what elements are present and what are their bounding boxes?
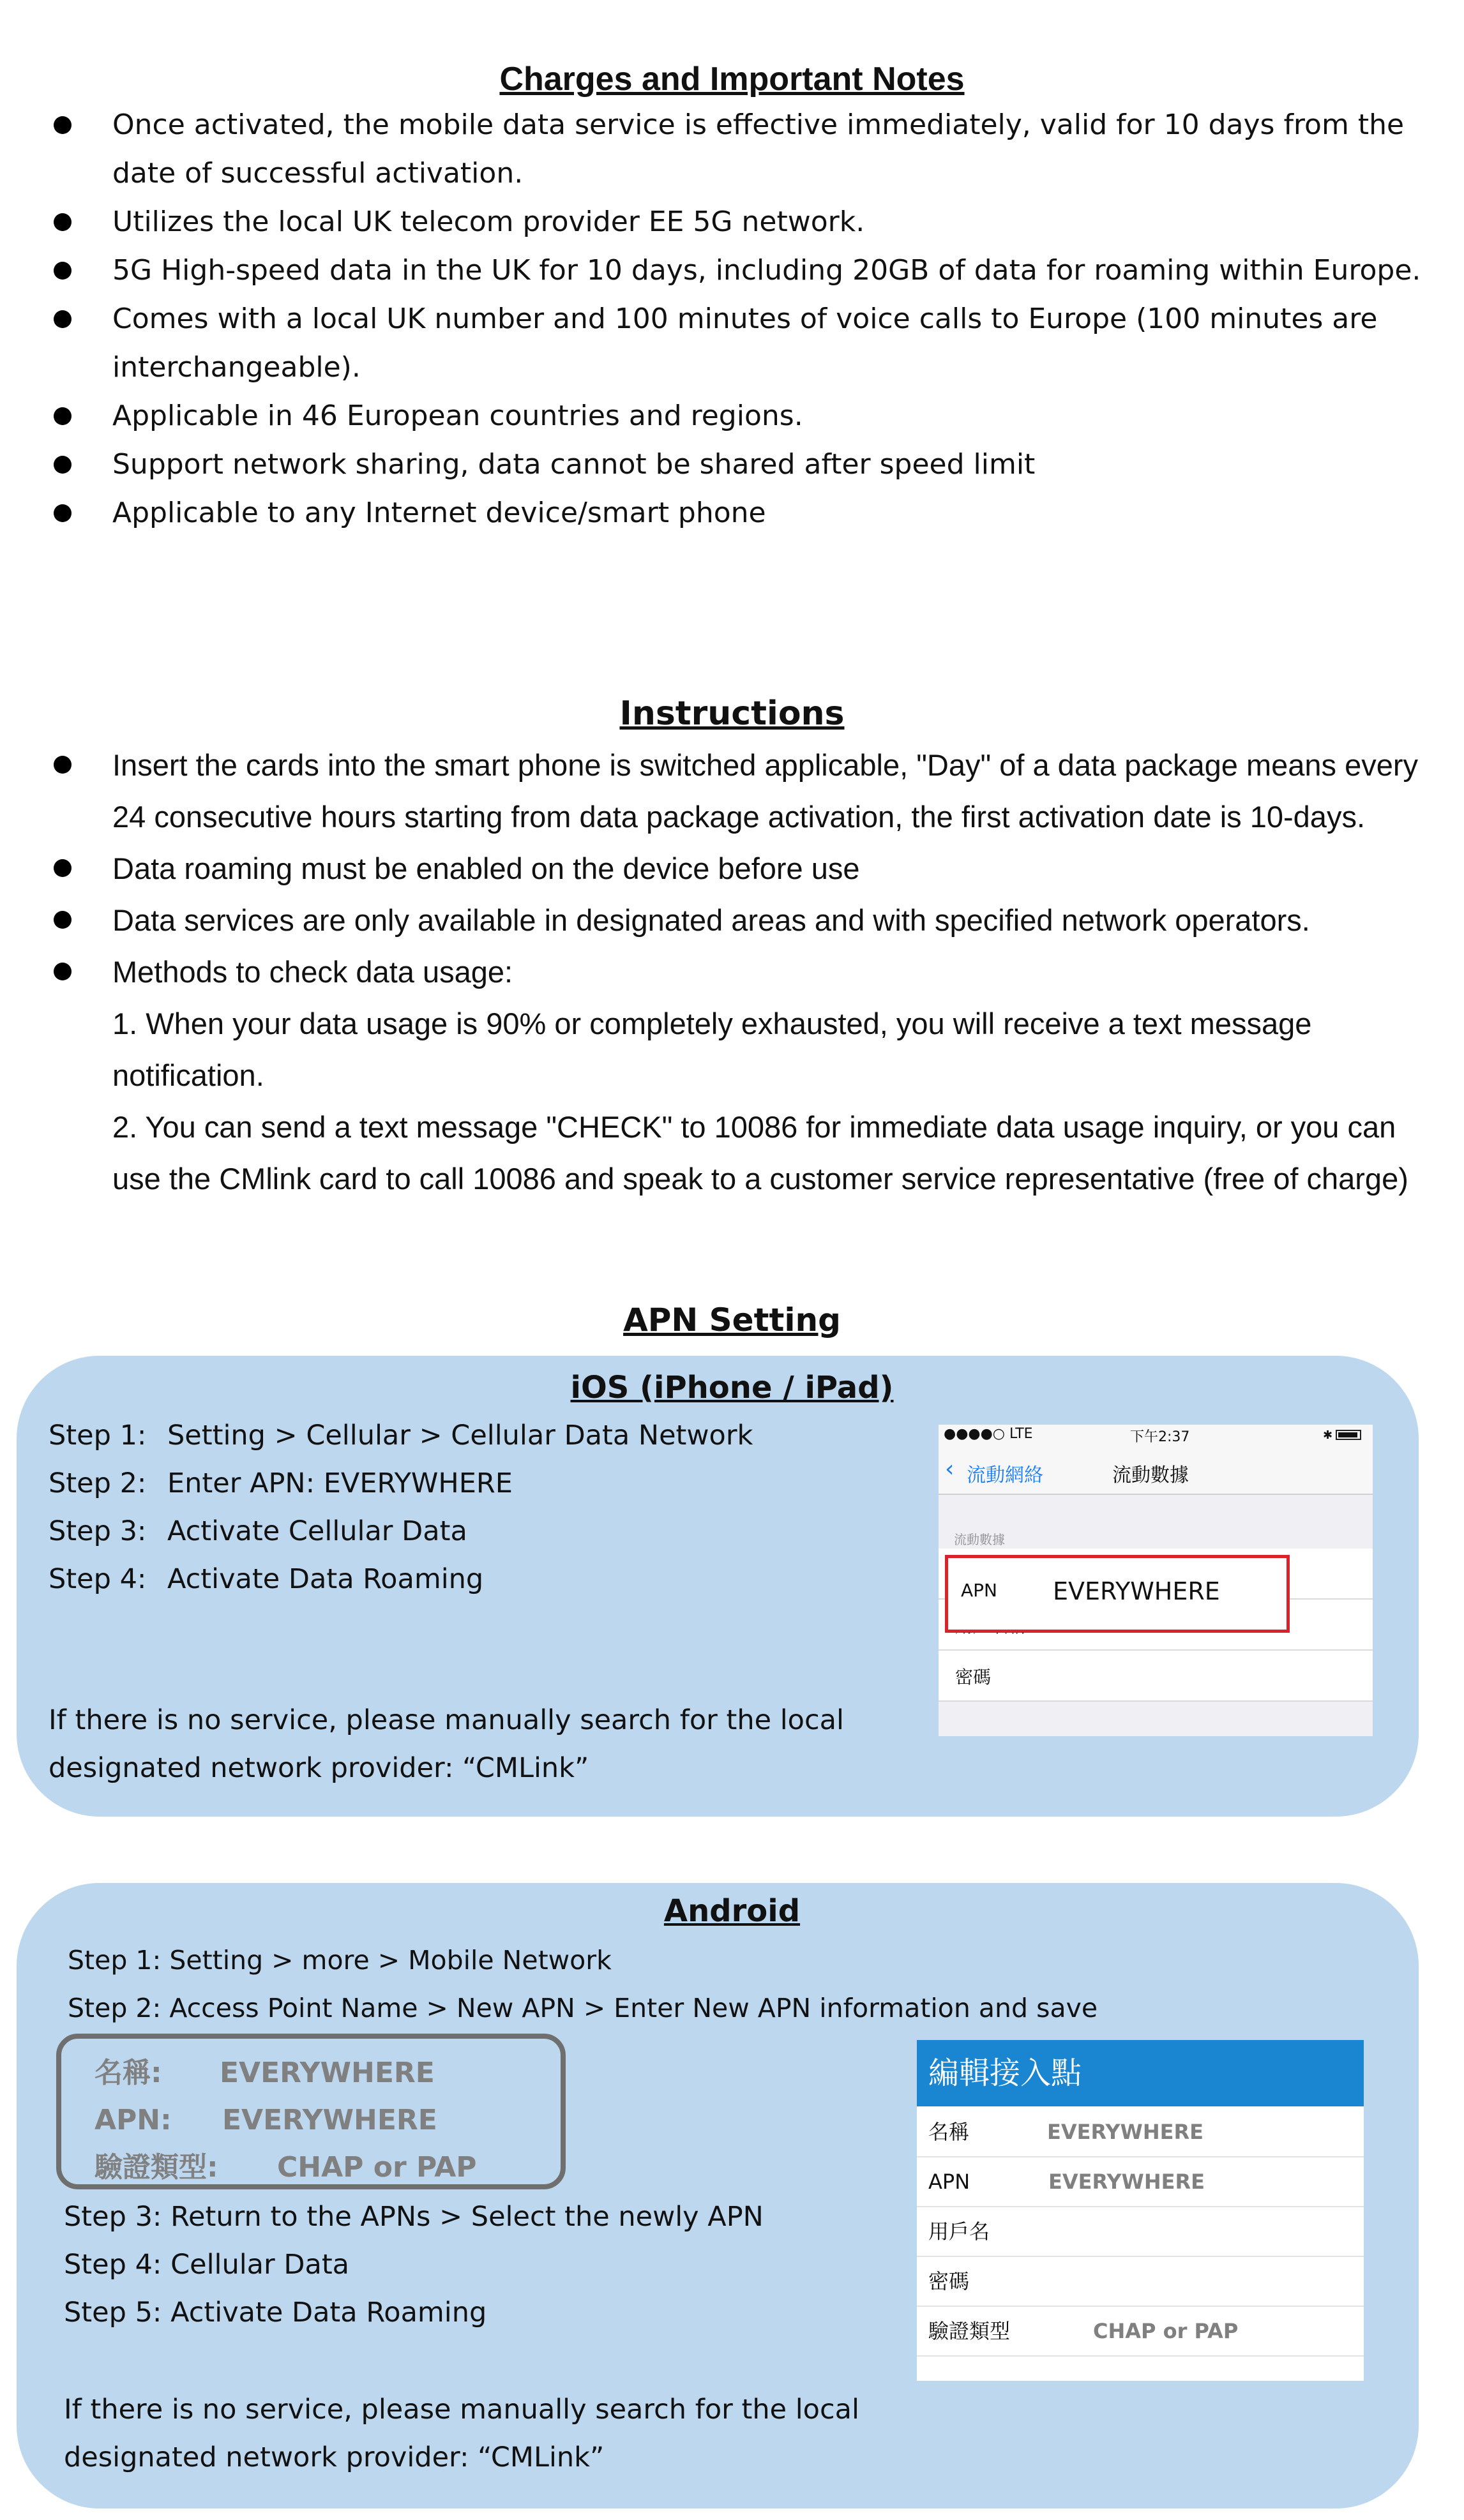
password-row[interactable]: 密碼 [939, 1651, 1373, 1702]
usage-method-1: 1. When your data usage is 90% or completely exhausted, you will receive a text message notification. [112, 1007, 1312, 1092]
apn-highlight-box [945, 1555, 1290, 1633]
android-step-5: Step 5: Activate Data Roaming [64, 2297, 487, 2329]
apn-field-row[interactable]: 用戶名 [917, 2207, 1364, 2257]
config-name-label: 名稱: [94, 2057, 162, 2089]
edit-apn-title: 編輯接入點 [928, 2055, 1082, 2091]
android-steps-bottom [64, 2193, 894, 2337]
android-step-3: Step 3: Return to the APNs > Select the newly APN [64, 2201, 764, 2233]
list-item: Applicable in 46 European countries and regions. [112, 392, 1421, 440]
apn-value: EVERYWHERE [1053, 1577, 1220, 1605]
bullet-icon [54, 213, 72, 231]
nav-bar [939, 1446, 1373, 1495]
config-apn-value: EVERYWHERE [222, 2104, 437, 2136]
bullet-icon [54, 963, 72, 980]
android-steps-top [68, 1937, 1345, 2032]
carrier-signal: ●●●●○ LTE [944, 1426, 1033, 1442]
usage-method-2: 2. You can send a text message "CHECK" to 10086 for immediate data usage inquiry, or you can use the CMlink card to call 10086 and speak to a customer service representative (free of charge) [112, 1110, 1408, 1196]
ios-steps [49, 1412, 930, 1603]
ios-step-4: Step 4: Activate Data Roaming [49, 1563, 484, 1595]
config-auth-label: 驗證類型: [94, 2151, 218, 2184]
bullet-icon [54, 407, 72, 425]
ios-step-3: Step 3: Activate Cellular Data [49, 1515, 467, 1547]
config-apn-label: APN: [94, 2104, 172, 2136]
list-item: Data services are only available in designated areas and with specified network operators. [112, 894, 1428, 946]
ios-title: iOS (iPhone / iPad) [570, 1370, 894, 1406]
nav-title: 流動數據 [1112, 1464, 1189, 1487]
android-title: Android [663, 1893, 801, 1929]
status-bar [939, 1425, 1373, 1446]
config-auth-value: CHAP or PAP [277, 2151, 477, 2184]
apn-field-row[interactable]: 名稱 EVERYWHERE [917, 2108, 1364, 2157]
charges-list [112, 101, 1421, 537]
instructions-list [112, 739, 1428, 1204]
list-item: Once activated, the mobile data service is effective immediately, valid for 10 days from the date of successful activation. [112, 101, 1421, 198]
bullet-icon [54, 310, 72, 328]
android-step-2: Step 2: Access Point Name > New APN > Enter New APN information and save [68, 1993, 1098, 2023]
list-item: Comes with a local UK number and 100 minutes of voice calls to Europe (100 minutes are interchangeable). [112, 295, 1421, 392]
config-name-value: EVERYWHERE [220, 2057, 435, 2089]
ios-step-2: Step 2: Enter APN: EVERYWHERE [49, 1467, 513, 1499]
list-item: Data roaming must be enabled on the device before use [112, 843, 1428, 894]
android-step-4: Step 4: Cellular Data [64, 2249, 350, 2281]
edit-apn-titlebar [917, 2040, 1364, 2106]
chevron-left-icon[interactable]: ‹ [945, 1456, 955, 1482]
bullet-icon [54, 859, 72, 877]
list-item: 5G High-speed data in the UK for 10 days, including 20GB of data for roaming within Europe. [112, 246, 1421, 295]
list-item: Methods to check data usage: 1. When your data usage is 90% or completely exhausted, you will receive a text message notification. 2. You can send a text message "CHECK" to 10086 for immediate data usage inquiry, or you can use the CMlink card to call 10086 and speak to a customer service representative (free of charge) [112, 946, 1428, 1204]
section-header: 流動數據 [954, 1532, 1005, 1547]
apn-label: APN [961, 1580, 997, 1601]
list-item: Support network sharing, data cannot be shared after speed limit [112, 440, 1421, 489]
android-no-service-note: If there is no service, please manually search for the local designated network provider: “CMLink” [64, 2394, 859, 2473]
apn-field-row[interactable]: 驗證類型 CHAP or PAP [917, 2307, 1364, 2357]
apn-field-row[interactable]: 密碼 [917, 2257, 1364, 2307]
bluetooth-icon: ✱ [1323, 1429, 1333, 1442]
ios-no-service-note: If there is no service, please manually search for the local designated network provider: “CMLink” [49, 1704, 844, 1784]
list-item: Utilizes the local UK telecom provider EE 5G network. [112, 198, 1421, 246]
list-item: Insert the cards into the smart phone is switched applicable, "Day" of a data package means every 24 consecutive hours starting from data package activation, the first activation date is 10-days. [112, 739, 1428, 843]
bullet-icon [54, 911, 72, 929]
bullet-icon [54, 456, 72, 474]
charges-title: Charges and Important Notes [499, 61, 965, 98]
battery-icon [1336, 1430, 1361, 1440]
bullet-icon [54, 116, 72, 134]
list-item: Applicable to any Internet device/smart phone [112, 489, 1421, 537]
apn-title: APN Setting [623, 1301, 841, 1339]
ios-step-1: Step 1: Setting > Cellular > Cellular Data Network [49, 1420, 753, 1451]
bullet-icon [54, 504, 72, 522]
android-apn-screenshot [917, 2040, 1364, 2381]
instructions-title: Instructions [619, 694, 845, 733]
back-button[interactable]: 流動網絡 [967, 1464, 1043, 1487]
bullet-icon [54, 262, 72, 280]
status-time: 下午2:37 [1130, 1429, 1190, 1445]
apn-field-row[interactable]: APN EVERYWHERE [917, 2157, 1364, 2207]
android-step-1: Step 1: Setting > more > Mobile Network [68, 1945, 612, 1976]
bullet-icon [54, 756, 72, 774]
